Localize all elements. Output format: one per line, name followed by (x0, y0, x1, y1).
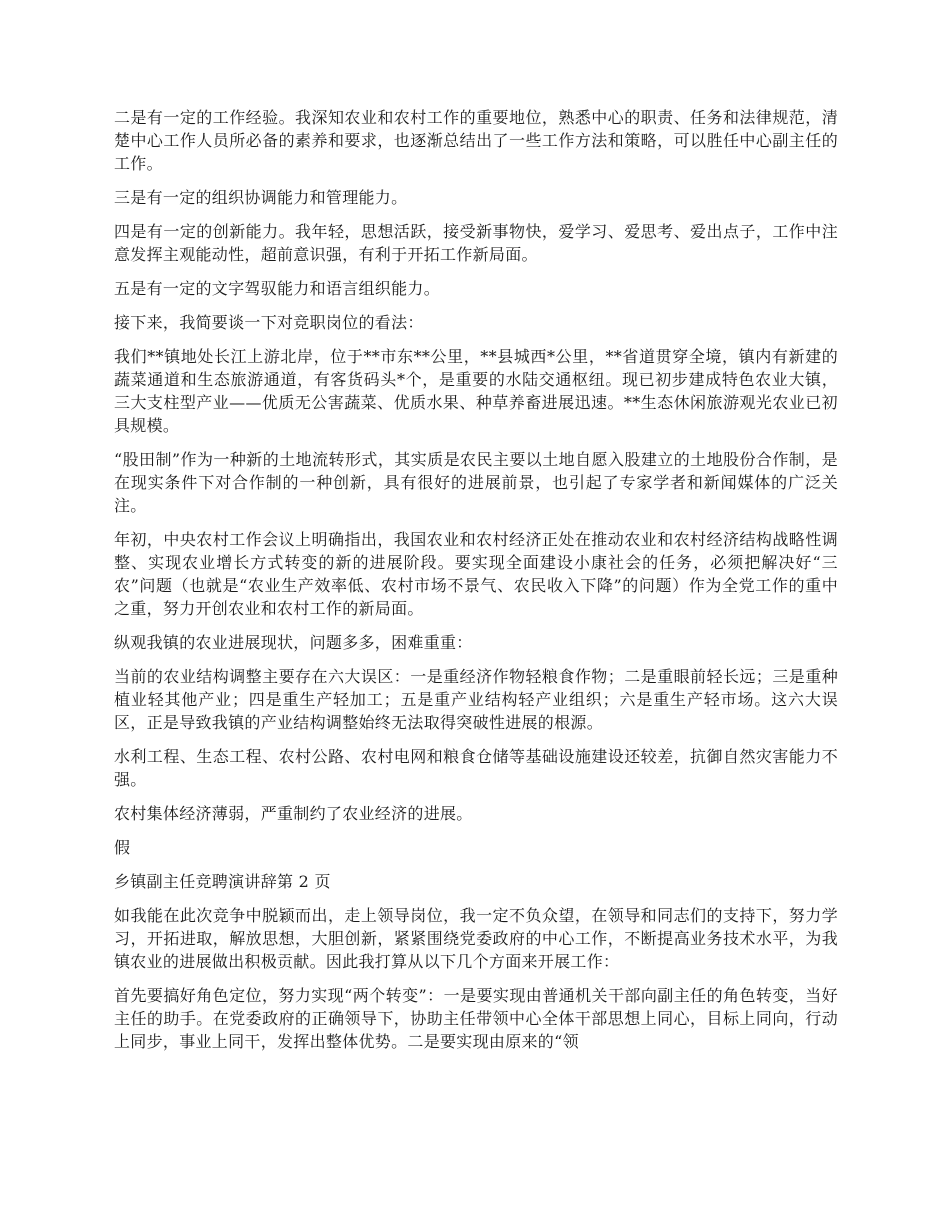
paragraph-six-mistakes: 当前的农业结构调整主要存在六大误区：一是重经济作物轻粮食作物；二是重眼前轻长远；三是重种植业轻其他产业；四是重生产轻加工；五是重产业结构轻产业组织；六是重生产轻市场。这六大误区，正是导致我镇的产业结构调整始终无法取得突破性进展的根源。 (114, 667, 838, 732)
paragraph-writing: 五是有一定的文字驾驭能力和语言组织能力。 (114, 279, 441, 298)
paragraph-pledge: 如我能在此次竞争中脱颖而出，走上领导岗位，我一定不负众望，在领导和同志们的支持下，努力学习，开拓进取，解放思想，大胆创新，紧紧围绕党委政府的中心工作，不断提高业务技术水平，为我镇农业的进展做出积极贡献。因此我打算从以下几个方面来开展工作： (114, 906, 838, 971)
paragraph-fragment: 假 (114, 838, 131, 857)
page-marker: 乡镇副主任竞聘演讲辞第 2 页 (114, 872, 331, 891)
paragraph-collective-economy: 农村集体经济薄弱，严重制约了农业经济的进展。 (114, 804, 473, 823)
paragraph-central-meeting: 年初，中央农村工作会议上明确指出，我国农业和农村经济正处在推动农业和农村经济结构战略性调整、实现农业增长方式转变的新的进展阶段。要实现全面建设小康社会的任务，必须把解决好“三农”问题（也就是“农业生产效率低、农村市场不景气、农民收入下降”的问题）作为全党工作的重中之重，努力开创农业和农村工作的新局面。 (114, 530, 838, 618)
paragraph-experience: 二是有一定的工作经验。我深知农业和农村工作的重要地位，熟悉中心的职责、任务和法律规范，清楚中心工作人员所必备的素养和要求，也逐渐总结出了一些工作方法和策略，可以胜任中心副主任的工作。 (114, 108, 838, 173)
paragraph-town-overview: 我们**镇地处长江上游北岸，位于**市东**公里，**县城西*公里，**省道贯穿全境，镇内有新建的蔬菜通道和生态旅游通道，有客货码头*个，是重要的水陆交通枢纽。现已初步建成特色农业大镇，三大支柱型产业——优质无公害蔬菜、优质水果、种草养畜进展迅速。**生态休闲旅游观光农业已初具规模。 (114, 347, 838, 435)
paragraph-status: 纵观我镇的农业进展现状，问题多多，困难重重： (114, 633, 473, 652)
paragraph-transition: 接下来，我简要谈一下对竞职岗位的看法： (114, 313, 424, 332)
paragraph-innovation: 四是有一定的创新能力。我年轻，思想活跃，接受新事物快，爱学习、爱思考、爱出点子，工作中注意发挥主观能动性，超前意识强，有利于开拓工作新局面。 (114, 222, 838, 264)
paragraph-land-share: “股田制”作为一种新的土地流转形式，其实质是农民主要以土地自愿入股建立的土地股份合作制，是在现实条件下对合作制的一种创新，具有很好的进展前景，也引起了专家学者和新闻媒体的广泛关注。 (114, 450, 838, 515)
paragraph-coordination: 三是有一定的组织协调能力和管理能力。 (114, 188, 408, 207)
paragraph-role-positioning: 首先要搞好角色定位，努力实现“两个转变”：一是要实现由普通机关干部向副主任的角色转变，当好主任的助手。在党委政府的正确领导下，协助主任带领中心全体干部思想上同心，目标上同向，行动上同步，事业上同干，发挥出整体优势。二是要实现由原来的“领 (114, 986, 838, 1051)
paragraph-infrastructure: 水利工程、生态工程、农村公路、农村电网和粮食仓储等基础设施建设还较差，抗御自然灾害能力不强。 (114, 747, 838, 789)
